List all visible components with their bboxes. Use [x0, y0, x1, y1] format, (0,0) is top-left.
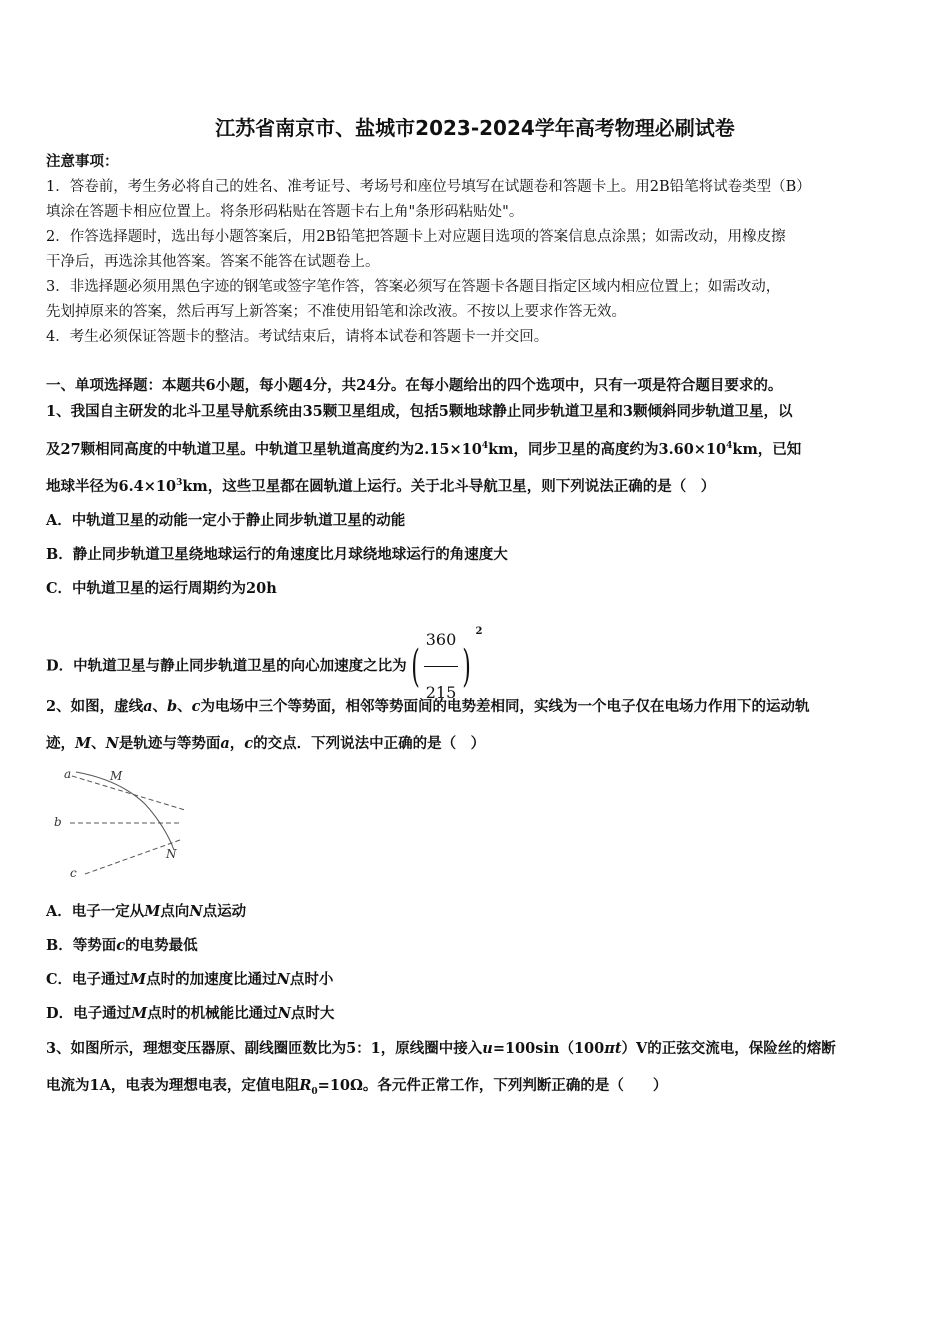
q1-option-b: B．静止同步轨道卫星绕地球运行的角速度比月球绕地球运行的角速度大 [46, 546, 508, 563]
label-a: a [64, 767, 72, 781]
q1-option-a: A．中轨道卫星的动能一定小于静止同步轨道卫星的动能 [46, 512, 406, 529]
notice-line: 2．作答选择题时，选出每小题答案后，用2B铅笔把答题卡上对应题目选项的答案信息点涂黑；如需改动，用橡皮擦 [46, 229, 786, 245]
q1-option-d: D．中轨道卫星与静止同步轨道卫星的向心加速度之比为( $\frac{360}{215}$ )$^2$ [46, 614, 482, 719]
q2-stem-line: 2、如图，虚线a、b、c为电场中三个等势面，相邻等势面间的电势差相同，实线为一个电子仅在电场力作用下的运动轨 [46, 698, 810, 715]
q1-stem-line: 地球半径为$6.4\times 10^3km$，这些卫星都在圆轨道上运行。关于北斗导航卫星，则下列说法正确的是（ ） [46, 478, 716, 495]
right-paren: ) [462, 640, 472, 692]
equipotential-figure [50, 764, 190, 884]
notice-line: 1．答卷前，考生务必将自己的姓名、准考证号、考场号和座位号填写在试题卷和答题卡上。用2B铅笔将试卷类型（B） [46, 179, 811, 195]
q3-stem-line: 3、如图所示，理想变压器原、副线圈匝数比为5：1，原线圈中接入u=100sin（100πt）V的正弦交流电，保险丝的熔断 [46, 1040, 836, 1057]
notice-line: 干净后，再选涂其他答案。答案不能答在试题卷上。 [46, 254, 380, 270]
q2-option-b: B．等势面c的电势最低 [46, 937, 198, 954]
q3-stem-line: 电流为1A，电表为理想电表，定值电阻$R_0=10\Omega$。各元件正常工作，下列判断正确的是（ ） [46, 1077, 668, 1097]
notice-line: 4．考生必须保证答题卡的整洁。考试结束后，请将本试卷和答题卡一并交回。 [46, 329, 549, 345]
q1-stem-line: 及27颗相同高度的中轨道卫星。中轨道卫星轨道高度约为$2.15\times 10^4km$，同步卫星的高度约为$3.60\times 10^4km$，已知 [46, 441, 802, 458]
q2-option-c: C．电子通过M点时的加速度比通过N点时小 [46, 971, 334, 988]
q1-option-c: C．中轨道卫星的运行周期约为20h [46, 580, 277, 597]
section-heading: 一、单项选择题：本题共6小题，每小题4分，共24分。在每小题给出的四个选项中，只有一项是符合题目要求的。 [46, 377, 783, 394]
left-paren: ( [410, 640, 420, 692]
notice-line: 先划掉原来的答案，然后再写上新答案；不准使用铅笔和涂改液。不按以上要求作答无效。 [46, 304, 626, 320]
electron-trajectory [76, 772, 174, 850]
q2-option-d: D．电子通过M点时的机械能比通过N点时大 [46, 1005, 335, 1022]
q2-option-a: A．电子一定从M点向N点运动 [46, 903, 247, 920]
equipotential-line-a [72, 776, 185, 810]
notice-heading: 注意事项： [46, 153, 119, 170]
q2-stem-line: 迹，M、N是轨迹与等势面a，c的交点．下列说法中正确的是（ ） [46, 735, 486, 752]
label-b: b [54, 815, 62, 829]
page-title: 江苏省南京市、盐城市2023-2024学年高考物理必刷试卷 [215, 116, 735, 140]
label-c: c [70, 866, 77, 880]
label-M: M [110, 769, 123, 783]
fraction: $\frac{360}{215}$ [424, 614, 459, 719]
notice-line: 3．非选择题必须用黑色字迹的钢笔或签字笔作答，答案必须写在答题卡各题目指定区域内相应位置上；如需改动， [46, 279, 781, 295]
label-N: N [166, 847, 177, 861]
notice-line: 填涂在答题卡相应位置上。将条形码粘贴在答题卡右上角"条形码粘贴处"。 [46, 204, 524, 220]
q1-stem-line: 1、我国自主研发的北斗卫星导航系统由35颗卫星组成，包括5颗地球静止同步轨道卫星和3颗倾斜同步轨道卫星，以 [46, 403, 793, 420]
